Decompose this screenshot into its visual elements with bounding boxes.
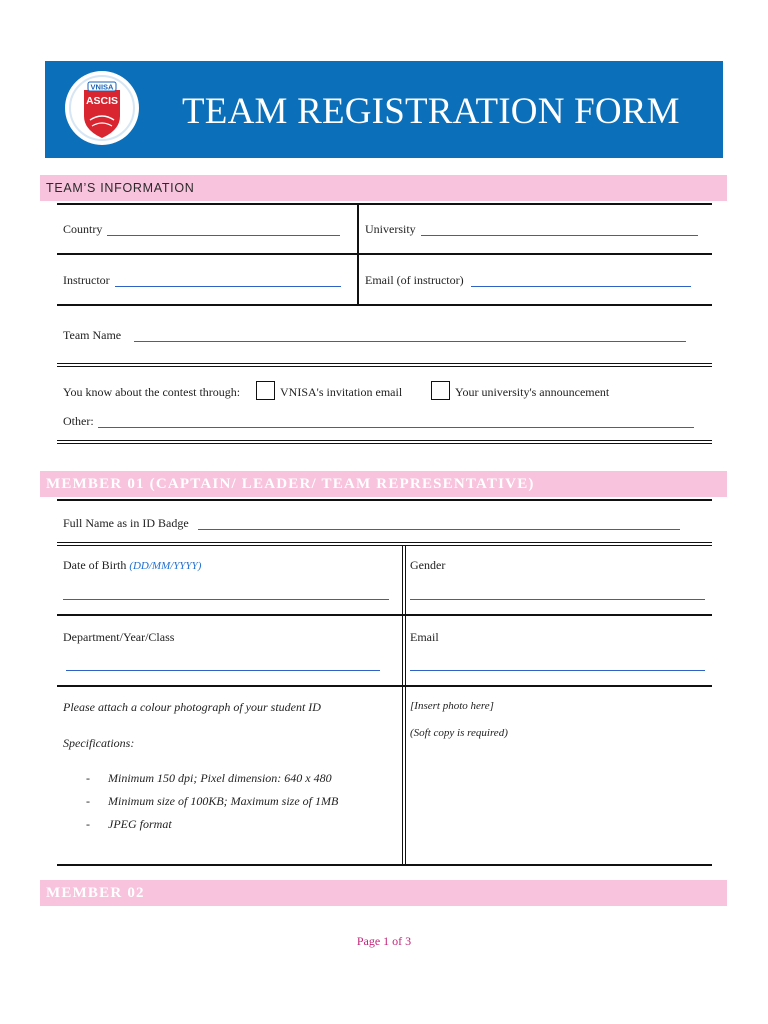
spec-item: Minimum size of 100KB; Maximum size of 1MB — [108, 794, 339, 808]
divider — [57, 443, 712, 444]
member02-heading: MEMBER 02 — [40, 880, 727, 906]
bullet-2: - — [86, 794, 90, 808]
full-name-field[interactable] — [198, 529, 680, 530]
team-information-heading: TEAM’S INFORMATION — [40, 175, 727, 201]
department-field[interactable] — [66, 670, 380, 671]
divider — [57, 685, 712, 687]
invitation-email-checkbox[interactable] — [256, 381, 275, 400]
gender-field[interactable] — [410, 599, 705, 600]
bullet-3: - — [86, 817, 90, 831]
university-announcement-option-label: Your university's announcement — [455, 385, 610, 399]
divider — [402, 546, 403, 866]
divider — [57, 203, 712, 205]
page-title: TEAM REGISTRATION FORM — [182, 91, 680, 132]
specifications-label: Specifications: — [63, 736, 135, 750]
dob-label — [63, 558, 201, 573]
photo-instruction: Please attach a colour photograph of your student ID — [63, 700, 321, 714]
divider — [405, 546, 406, 866]
divider — [57, 363, 712, 364]
university-announcement-checkbox[interactable] — [431, 381, 450, 400]
email-label: Email — [410, 630, 439, 644]
invitation-email-option-label: VNISA's invitation email — [280, 385, 403, 399]
instructor-email-label: Email (of instructor) — [365, 273, 464, 287]
divider — [57, 366, 712, 367]
bullet-1: - — [86, 771, 90, 785]
country-label: Country — [63, 222, 103, 236]
email-field[interactable] — [410, 670, 705, 671]
contest-source-label: You know about the contest through: — [63, 385, 241, 399]
page-number: Page 1 of 3 — [356, 934, 412, 948]
insert-photo-placeholder[interactable]: [Insert photo here] — [410, 700, 494, 712]
dob-field[interactable] — [63, 599, 389, 600]
member01-heading: MEMBER 01 (CAPTAIN/ LEADER/ TEAM REPRESENTATIVE) — [40, 471, 727, 497]
divider — [57, 864, 712, 866]
department-label: Department/Year/Class — [63, 630, 175, 644]
logo-main-text: ASCIS — [85, 95, 119, 107]
university-field[interactable] — [421, 235, 698, 236]
divider — [57, 253, 712, 255]
soft-copy-note: (Soft copy is required) — [410, 727, 508, 739]
spec-item: JPEG format — [108, 817, 172, 831]
instructor-label: Instructor — [63, 273, 110, 287]
divider — [57, 304, 712, 306]
divider — [57, 545, 712, 546]
ascis-logo — [64, 68, 140, 148]
team-name-field[interactable] — [134, 341, 686, 342]
other-field[interactable] — [98, 427, 694, 428]
instructor-email-field[interactable] — [471, 286, 691, 287]
divider — [57, 499, 712, 501]
country-field[interactable] — [107, 235, 340, 236]
gender-label: Gender — [410, 558, 446, 572]
instructor-field[interactable] — [115, 286, 341, 287]
logo-top-text: VNISA — [90, 82, 114, 92]
divider — [57, 614, 712, 616]
divider — [57, 542, 712, 543]
team-name-label: Team Name — [63, 328, 122, 342]
university-label: University — [365, 222, 416, 236]
spec-item: Minimum 150 dpi; Pixel dimension: 640 x 480 — [108, 771, 332, 785]
dob-format-hint: (DD/MM/YYYY) — [129, 560, 202, 572]
dob-label-text: Date of Birth — [63, 558, 127, 572]
divider — [57, 440, 712, 441]
other-label: Other: — [63, 414, 94, 428]
full-name-label: Full Name as in ID Badge — [63, 516, 189, 530]
